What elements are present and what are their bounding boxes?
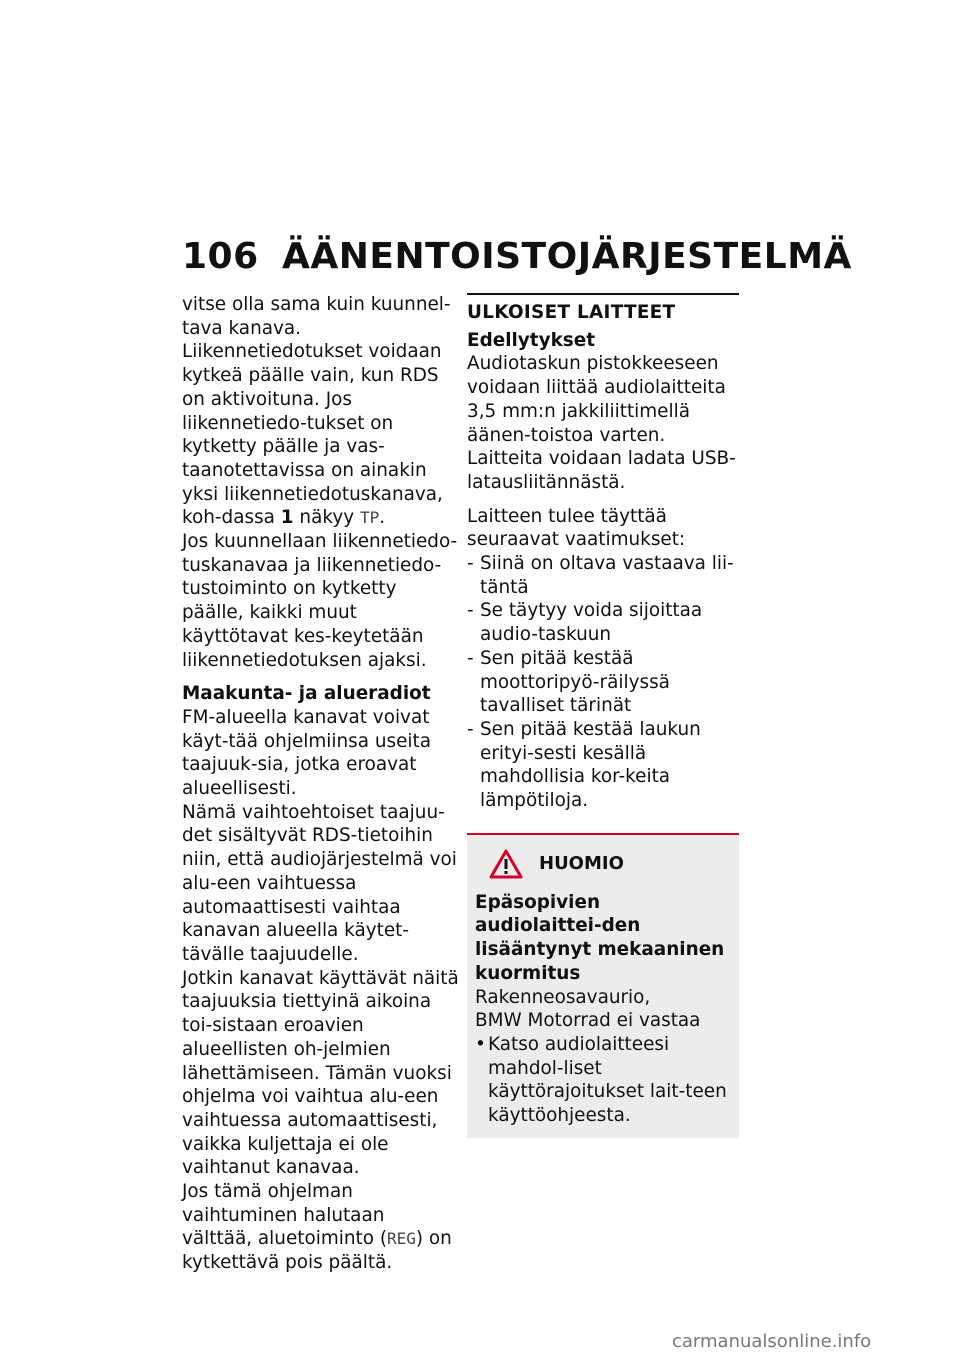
notice-title: Epäsopivien audiolaittei-den lisääntynyt mekaaninen kuormitus (475, 891, 725, 984)
list-item: - Se täytyy voida sijoittaa audio-taskuun (467, 599, 739, 646)
list-item: - Sen pitää kestää laukun erityi-sesti kesällä mahdollisia kor-keita lämpötiloja. (467, 718, 739, 813)
paragraph: Jotkin kanavat käyttävät näitä taajuuksia tiettyinä aikoina toi-sistaan eroavien alueellisten oh-jelmien lähettämiseen. Tämän vuoksi ohjelma voi vaihtua alu-een vaihtuessa automaattisesti, vaikka kuljettaja ei ole vaihtanut kanavaa. (182, 967, 459, 1179)
watermark: carmanualsonline.info (672, 1331, 872, 1352)
notice-box (467, 833, 739, 1138)
callout-number: 1 (280, 507, 294, 529)
section-title: ULKOISET LAITTEET (467, 302, 676, 323)
notice-label: HUOMIO (539, 852, 624, 874)
left-column (182, 293, 460, 1275)
paragraph-traffic-info (182, 340, 460, 530)
right-column (467, 293, 739, 1138)
page-number: 106 (182, 236, 259, 277)
paragraph: FM-alueella kanavat voivat käyt-tää ohjelmiinsa useita taajuuk-sia, jotka eroavat alueellisesti. (182, 706, 431, 800)
text: Jos tämä ohjelman vaihtuminen halutaan välttää, aluetoiminto ( (182, 1181, 387, 1250)
list-item: - Sen pitää kestää moottoripyö-räilyssä tavalliset tärinät (467, 647, 739, 718)
paragraph-reg (182, 1180, 460, 1275)
display-code-reg: REG (387, 1229, 416, 1249)
text: Liikennetiedotukset voidaan kytkeä päälle vain, kun RDS on aktivoituna. Jos liikennetiedo-tukset on kytketty päälle ja vas-taanotettavissa on ainakin yksi liikennetiedotuskanava, koh-dassa (182, 341, 443, 529)
list-item: • Katso audiolaitteesi mahdol-liset käyttörajoitukset lait-teen käyttöohjeesta. (475, 1033, 731, 1128)
page-header (182, 236, 852, 277)
subheading-requirements: Edellytykset (467, 329, 596, 351)
notice-line: Rakenneosavaurio, (475, 986, 651, 1008)
paragraph: Laitteen tulee täyttää seuraavat vaatimukset: (467, 505, 686, 551)
text: näkyy (293, 507, 360, 529)
chapter-title: ÄÄNENTOISTOJÄRJESTELMÄ (282, 236, 852, 277)
notice-header (489, 849, 731, 879)
list-item: - Siinä on oltava vastaava lii-täntä (467, 552, 739, 599)
subheading-regional-radio: Maakunta- ja alueradiot (182, 683, 431, 705)
paragraph: Nämä vaihtoehtoiset taajuu-det sisältyvät RDS-tietoihin niin, että audiojärjestelmä voi alu-een vaihtuessa automaattisesti vaihtaa kanavan alueella käytet-tävälle taajuudelle. (182, 801, 457, 965)
paragraph: vitse olla sama kuin kuunnel-tava kanava. (182, 294, 451, 339)
notice-line: BMW Motorrad ei vastaa (475, 1010, 701, 1032)
text: . (379, 507, 386, 529)
paragraph: Jos kuunnellaan liikennetiedo-tuskanavaa ja liikennetiedo-tustoiminto on kytketty päälle, kaikki muut käyttötavat kes-keytetään liikennetiedotuksen ajaksi. (182, 531, 458, 671)
section-divider (467, 293, 739, 295)
warning-triangle-icon (489, 849, 523, 879)
requirements-list (467, 552, 739, 813)
paragraph: Audiotaskun pistokkeeseen voidaan liittää audiolaitteita 3,5 mm:n jakkiliittimellä äänen-toistoa varten. Laitteita voidaan ladata USB-latausliitännästä. (467, 353, 736, 493)
text: ) on kytkettävä pois päältä. (182, 1228, 452, 1274)
display-code-tp: TP (359, 508, 380, 528)
notice-bullets (475, 1033, 731, 1128)
